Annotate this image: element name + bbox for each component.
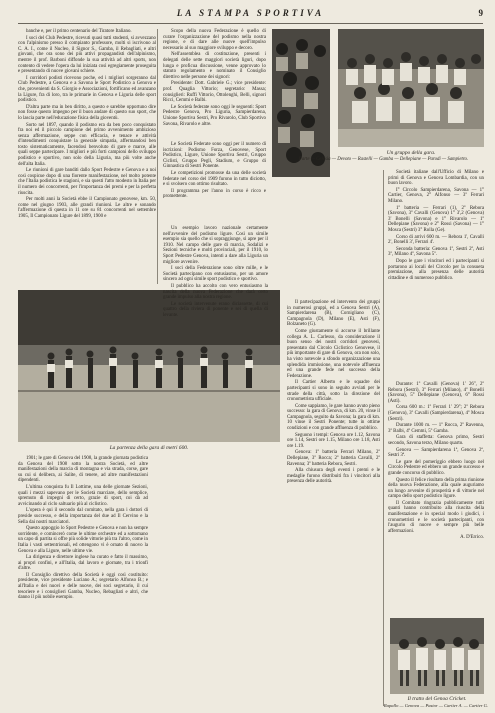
photo-runners-caption-title: Un gruppo della gara.	[386, 150, 436, 156]
publication-title: LA STAMPA SPORTIVA	[176, 8, 325, 18]
paragraph: Le Società federate sono oggi le seguenti: Sport Pedestre Genova, Pro Liguria, Sampierdarena, Unione Sportiva Sestri, Pro Rivarolo, Club Sportivo Savona, Rivarolo e altre.	[163, 104, 266, 127]
author-signature: A. D'Errico.	[460, 535, 484, 541]
paragraph: Genova — Sampierdarena 1ª, Genova 2ª, Sestri 3ª.	[388, 447, 484, 459]
paragraph: Società italiane dall'Ufficio di Milano e primi di Genova e Genova Lombardia, con un buon lavoro.	[388, 170, 484, 187]
paragraph: Seguono i tempi: Genova ore 1.12, Savona ore 1.14, Sestri ore 1.15, Milano ore 1.18, Asti ore 1.19.	[287, 432, 380, 449]
column-2-middle	[163, 142, 266, 222]
paragraph: Come giustamente si accorse il brillante collega A. L. Carlesso, da considerazione il buon senso dei nostri corridori genovesi, presentato dal Circolo Ciclistico Genovese, il più importante di gare di Genova, ora non solo, ha visto notevole a sfondo organizzazione una splendida immissione, una notevole affluenza ed una grande fede nel successo della Federazione.	[287, 328, 380, 379]
paragraph: Il Consiglio direttivo della Società è oggi così costituito: presidente, vice presidente Luciano A.; segretario Alfonso B.; e all'Italia e dei nuovi e delle nuove, dei soci segretario, il cui tesoriere e i consiglieri Gamba, Nucleo, Rebagliati e altri, che danno il più nobile esempio.	[18, 572, 148, 601]
paragraph: D'altra parte ma in ben diritto, a questo e sarebbe opportuno dire non fosse questo impegno per il buon andare di questo suo sport, che lo lascia parte nell'educazione fisica della gioventù.	[18, 104, 156, 121]
paragraph: Nell'assemblea di costituzione, presenti i delegati delle sette maggiori società liguri, dopo lunga e proficua discussione, venne approvato lo statuto regolamento e nominato il Consiglio direttivo nelle persone dei signori:	[163, 52, 266, 80]
paragraph: Il pubblico ha accolto con vero entusiasmo la nascita della nuova Federazione che darà certo grande impulso alla nostra regione.	[163, 283, 268, 301]
photo-genoa-cricket-caption-names: Rapallo — Genova — Pastor — Cartier A. — Cartier G.	[383, 703, 489, 708]
paragraph: Corso di arrivi 600 m. — Rebora 1', Cavalli 2', Bonelli 3', Ferrari 4'.	[388, 234, 484, 246]
column-divider	[383, 170, 384, 706]
paragraph: Presidente: Dott. Gabriele G.; vice presidente: prof. Quaglia Vittorio; segretario: Massa; consiglieri: Ruffi Vittorio, Ottolenghi, Belli, signori Ricci, Cemmi e Balbi.	[163, 81, 266, 104]
paragraph: Un esempio lavoro nazionale certamente nell'avvenire del podismo ligure. Così un simile esempio sia quello che si sopraggiunge, si apre per il 1910. Nel campo delle gare di marcia, Sodalizi e Sezioni tecniche e molti provinciali, per il 1910, lo Sport Pedestre Genova, intenti a dare alla Liguria un migliore avvenire.	[163, 226, 268, 265]
column-1-top	[18, 29, 156, 284]
paragraph: Le Società Federate sono oggi per il numero di iscrizioni: Podismo Forza, Genovese, Sport Podistico, Ligure, Unione Sportiva Sestri, Gruppo Ciclisti, Gruppo Pegli, Stadium, e Gruppo di Ginnastica di Sestri Ponente.	[163, 142, 266, 170]
photo-crowd-spectators	[272, 29, 330, 177]
paragraph: Questo il felice risultato della prima riunione della nuova Federazione, alla quale auguriamo un lungo avvenire di prosperità e di vittorie nel campo dello sport podistico ligure.	[388, 477, 485, 500]
paragraph: Le competizioni promosse da una delle società federate nel corso del 1909 furono in tutto diciotto, e si svolsero con ottimo risultato.	[163, 170, 266, 188]
paragraph: Durante: 1º Cavalli (Genova) 1' 26'', 2º Rebora (Sestri), 3º Ferrari (Milano), 4º Bonelli (Savona), 5° Dellepiane (Genova), 6° Rossi (Asti).	[388, 382, 484, 404]
column-1-bottom	[18, 456, 148, 706]
paragraph: Questo appoggio lo Sport Pedestre e Genova e non ha sempre sorridente, e comincerò come le ultime orchestre ed a sottomano un capo di partita si offre più solide vittorie più tra l'altro, come in Italia i vasti settentrionali, ed ottengono vi è ornato di nuovo la Genova e alla Ligure, nelle ultime vie.	[18, 526, 148, 554]
paragraph: Il partecipazione ed intervento dei gruppi in numerosi gruppi, ed a Genova Sestri (A), Sampierdarena (B), Cornigliano (C), Campagnola (D), Milano (E), Asti (F), Bolzaneto (G).	[287, 300, 380, 328]
column-3-bottom	[388, 382, 484, 614]
photo-race-start-caption: La partenza della gara di metri 600.	[109, 445, 189, 451]
paragraph: I soci del Club Pedestre, ricevuti quasi tutti studenti, si avvezzano con l'alpinismo presso il compianto professore, molti si iscrivono al C. A. I., come il Nucleo, il Signor S., Gamba, il Rebagliati, e altri giovani, che ora sono dei più attivi propagandisti dell'alpinismo, mentre il prof. Barboni diffonde la sua attività ad altri sports, non contento di vedere l'opera da lui iniziata così egregiamente proseguita e presentando di nuove giovani schiere.	[18, 35, 156, 75]
paragraph: Dopo le gare i vincitori ed i partecipanti si portarono ai locali del Circolo per la consueta premiazione, alla presenza delle autorità cittadine e di numeroso pubblico.	[388, 258, 484, 281]
paragraph: Le riunioni di gare banditi dallo Sport Pedestre e Genova e a noi così cospicue dopo di una fiorente manifestazione, nel molto potente che l'Italia podistica le stagioni, e sia questi l'atto modesto in Italia per il numero dei concorrenti, per l'importanza dei premi e per la perfetta riuscita.	[18, 168, 156, 196]
page-number: 9	[478, 8, 483, 18]
page-header	[18, 7, 483, 24]
paragraph: 1º batteria — Ferrari (1), 2º Rebora (Savona), 3º Cavalli (Genova) 1° 3',2 (Genova) 3' Bonelli (Savona) e 1° Rivarolo — 1º Dellepiane (Savona) e 2° Rossi (Savona) — 1° Mosca (Sestri) 3° Rolla (Ge).	[388, 205, 484, 233]
paragraph: Alla chiusura degli eventi i premi e le medaglie furono distribuiti fra i vincitori alla presenza delle autorità.	[287, 468, 380, 485]
paragraph: Seconda batteria: Genova 1º, Sestri 2º, Asti 3º, Milano 4º, Savona 5º.	[388, 246, 484, 258]
paragraph: Le società intervenute erano diciassette, di cui quattro della riviera di ponente e sei di quella di levante.	[163, 301, 268, 318]
paragraph: Durante 1000 m. — 1º Rocca, 2º Ravenna, 3º Balbi, 4º Cemmi, 5º Gamba.	[388, 423, 484, 434]
paragraph: I soci della Federazione sono oltre mille, e le Società partecipano con entusiasmo, per un amore sincero ad ogni simile sport podistico e sportivo.	[163, 266, 268, 283]
paragraph: Il Cartier Alberto e le squadre dei partecipanti si sono in seguito avviati per le strade della città, sotto la direzione del cronometrista ufficiale.	[287, 380, 380, 403]
paragraph: Le gare del pomeriggio ebbero luogo nel Circolo Pedestre ed ebbero un grande successo e grande concorso di pubblico.	[388, 459, 484, 476]
paragraph: Il programma per l'anno in corso è ricco e promettente.	[163, 188, 266, 200]
paragraph: Il Comitato ringrazia pubblicamente tutti quanti hanno contribuito alla riuscita della manifestazione e in special modo i giudici, i cronometristi e le società partecipanti, con l'augurio di nuove e sempre più belle affermazioni.	[388, 500, 484, 534]
column-3-top	[388, 170, 484, 380]
column-2-bottom	[163, 226, 268, 318]
column-2-top	[163, 29, 266, 137]
paragraph: Come sappiamo, le gare hanno avuto pieno successo: la gara di Genova, di km. 20, vinse il Campagnola, seguito da Savona; la gara di km. 10 vinse il Sestri Ponente; tutte in ottime condizioni e con grande affluenza di pubblico.	[287, 403, 380, 432]
photo-runners-group	[338, 29, 484, 147]
paragraph: L'ultima conquista fu Il Lottime, una delle giornate Sezioni, quali i mezzi sapevano per le Società marciare, dello semplice, spremuto di impegni di certo, grazie di sport, coi dà ad avvicinando al ciclo saltuario più al ciclistico.	[18, 484, 148, 507]
paragraph: I corridori podisti ricevono poche, ed i migliori sorgeranno dal Club Pedestre, a Genova e a Savona le Sport Podistico a Genova e che, provenienti da S. Giorgio e Associazioni, fortificano ed avanzano la Ligure, fra di loro, tra le primarie in Genova e Liguria delle sport podistico.	[18, 75, 156, 104]
paragraph: L'opera è qui il secondo dal comitato, nella gara i dottori di preside successo, e della importanza del due ad Il Cervino e la Sella dai nostri marciatori.	[18, 508, 148, 525]
column-divider	[157, 29, 158, 284]
paragraph: 1901; le gare di Genova del 1908, la grande giornata podistica da Genova del 1908 sotto la nostra Società, ed altre manifestazioni della marcia di montagna e via strada, corse, gare su cui si delibera, ai Salite, di tenere, ad altre manifestazioni dipendenti.	[18, 456, 148, 484]
column-2-lower	[287, 300, 380, 706]
paragraph: Sorto nel 1897, quando il podismo era da ben poco conquistato fra noi ed il piccolo campione del primo avvenimento ambizioso senza affermazione, seppe con efficacia, e tenace e attività d'intendimenti conquistare la generale simpatia, affermandosi ben tosto sistematicamente, facendosi benvoluto di gare e marce, alle quali seppe partecipare. I migliori e più forti campioni dello sviluppo podistico e sportivo, non solo della Liguria, ma più volte anche dell'alta Italia.	[18, 122, 156, 167]
photo-genoa-cricket-team	[390, 618, 484, 694]
paragraph: La dirigenza e direttore inglese ha curato e fatto il massimo, ai propri confini, e all'Italia, dal lavoro e giornate, tra i trionfi d'altre.	[18, 555, 148, 572]
paragraph: I° Circolo Sampierdarena, Savona — 1° Cartier, Genova, 2° Alfonso — 3º Ferrari Milano.	[388, 187, 484, 204]
paragraph: Genova: 1º batteria Ferrari Milano, 2º Dellepiane, 3º Rocca; 2º batteria Cavalli, 2º Ravenna; 3º batteria Rebora, Sestri.	[287, 450, 380, 467]
photo-runners-caption-names: Parte — Celesia — Devoto — Rastelli — Gamba — Dellepiane — Parodi — Sampietro.	[298, 157, 469, 162]
paragraph: Scopo della nuova Federazione è quello di curare l'organizzazione del podismo nella nostra regione, e di dare alle nuove quell'impulso necessario al suo maggiore sviluppo e decoro.	[163, 29, 266, 51]
photo-genoa-cricket-caption-title: Il tratto del Genoa Cricket.	[407, 696, 467, 702]
paragraph: Corsa 600 m.: 1º Ferrari 1' 29''; 2º Rebora (Genova), 3º Cavalli (Sampierdarena), 4º Mosca (Sestri).	[388, 405, 484, 422]
paragraph: banche e, per il primo centenario del Tiratore Italiano.	[26, 29, 132, 34]
paragraph: Per molti anni la Società ebbe il Campionato genovese, km. 50, come nel giugno 1903, alle grandi riunioni. Le altre e sonando l'affermazione di questa in 11 ore su 81 concorrenti nel settembre 1905, Il Campionato Ligure del 1899, 1900 e	[18, 197, 156, 219]
paragraph: Gara di staffetta: Genova primo, Sestri secondo, Savona terzo, Milano quarto.	[388, 435, 484, 446]
